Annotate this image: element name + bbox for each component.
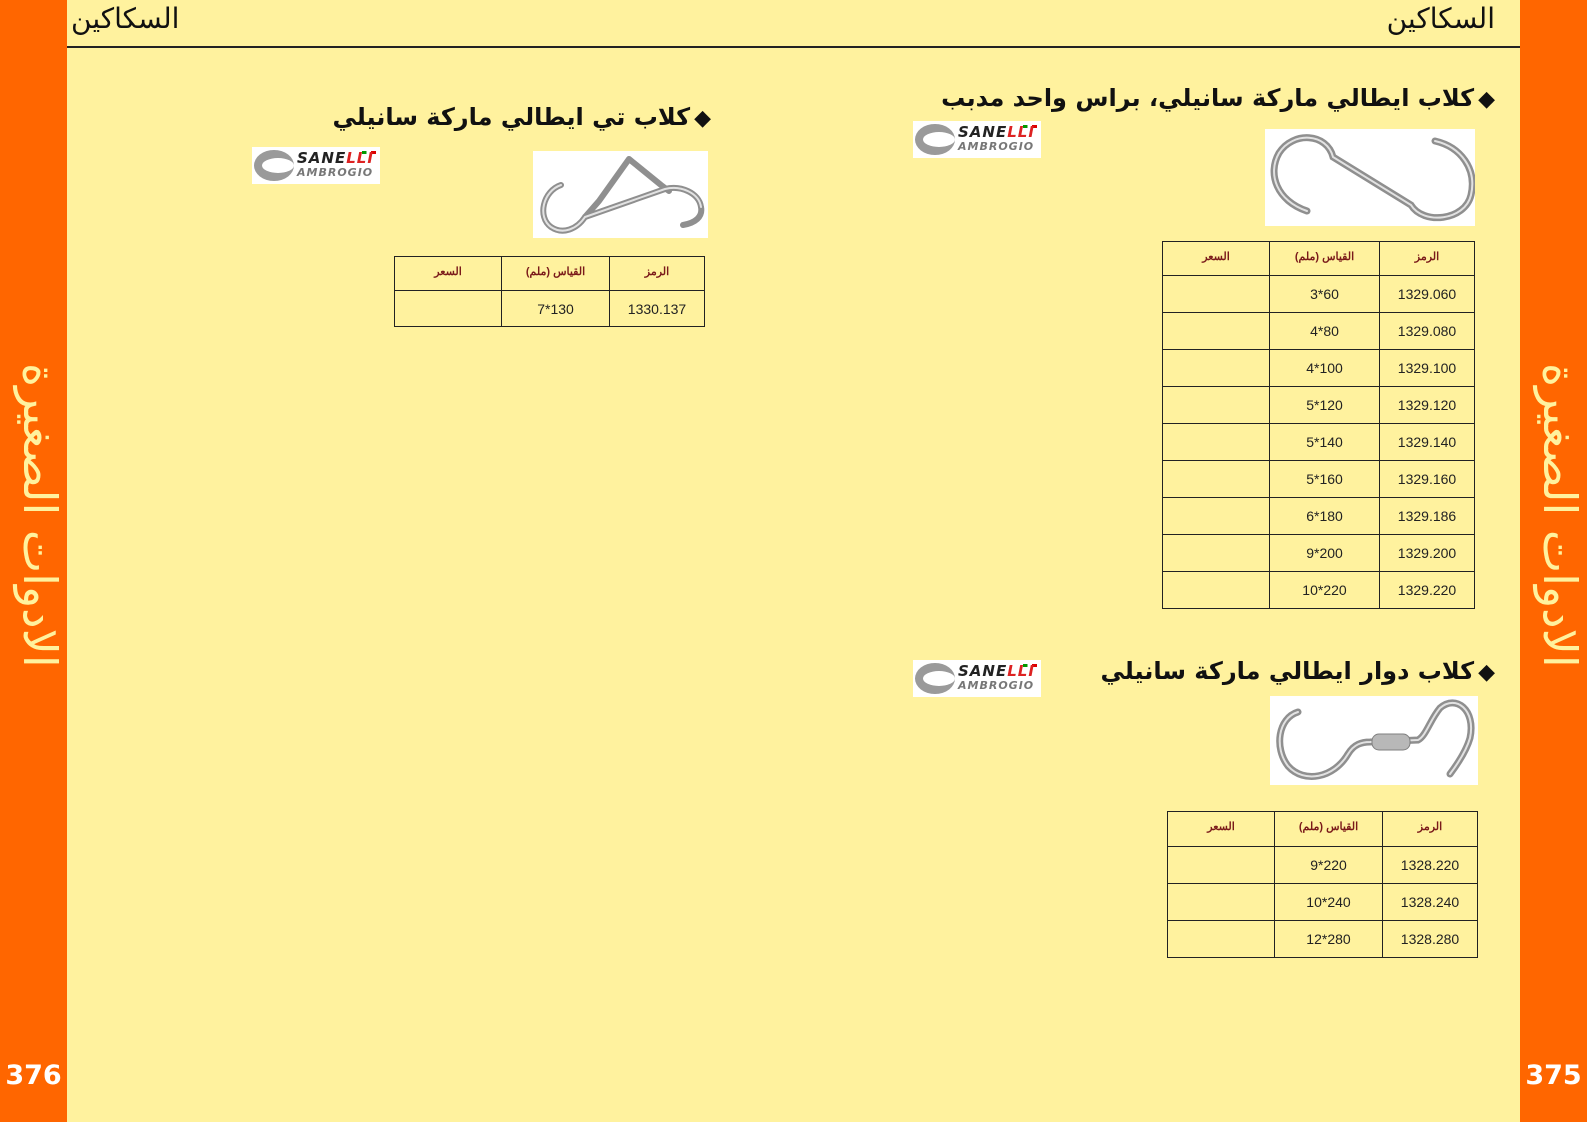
- cell-size: 240*10: [1275, 884, 1383, 921]
- cell-code: 1328.240: [1383, 884, 1478, 921]
- cell-price: [395, 291, 502, 327]
- spec-table-t-hook: [394, 256, 705, 327]
- left-sidebar: [0, 0, 67, 1122]
- cell-code: 1329.140: [1380, 424, 1475, 461]
- cell-price: [1163, 461, 1270, 498]
- cell-size: 130*7: [502, 291, 610, 327]
- logo-brand-a: SANE: [958, 123, 1008, 141]
- cell-size: 200*9: [1270, 535, 1380, 572]
- cell-code: 1329.220: [1380, 572, 1475, 609]
- cell-price: [1163, 387, 1270, 424]
- page-number-right: 375: [1525, 1060, 1582, 1091]
- cell-size: 140*5: [1270, 424, 1380, 461]
- cell-code: 1328.280: [1383, 921, 1478, 958]
- table-row: [1168, 884, 1478, 921]
- sanelli-logo: [913, 121, 1041, 158]
- cell-size: 280*12: [1275, 921, 1383, 958]
- cell-code: 1329.120: [1380, 387, 1475, 424]
- col-header-size: القياس (ملم): [502, 257, 610, 291]
- cell-size: 220*9: [1275, 847, 1383, 884]
- col-header-code: الرمز: [1383, 812, 1478, 847]
- diamond-bullet-icon: ◆: [1478, 87, 1495, 112]
- cell-price: [1163, 313, 1270, 350]
- logo-brand-b: LLI: [1007, 123, 1035, 141]
- side-title-left: الادوات الصغيرة: [13, 362, 67, 668]
- cell-code: 1329.060: [1380, 276, 1475, 313]
- cell-code: 1328.220: [1383, 847, 1478, 884]
- cell-code: 1329.200: [1380, 535, 1475, 572]
- cell-code: 1329.080: [1380, 313, 1475, 350]
- section-heading-t-hook: [332, 103, 711, 131]
- cell-price: [1168, 884, 1275, 921]
- table-row: [395, 291, 705, 327]
- swivel-hook-icon: [1270, 696, 1478, 785]
- logo-brand-a: SANE: [297, 149, 347, 167]
- header-title-left: السكاكين: [71, 2, 180, 35]
- page-number-left: 376: [5, 1060, 62, 1091]
- diamond-bullet-icon: ◆: [694, 106, 711, 131]
- spec-table-s-hook: [1162, 241, 1475, 609]
- swivel-hook-photo: [1270, 696, 1478, 785]
- logo-brand-b: LLI: [346, 149, 374, 167]
- cell-price: [1163, 498, 1270, 535]
- table-row: [1163, 313, 1475, 350]
- col-header-code: الرمز: [1380, 242, 1475, 276]
- cell-code: 1329.160: [1380, 461, 1475, 498]
- col-header-price: السعر: [1163, 242, 1270, 276]
- table-row: [1168, 847, 1478, 884]
- spec-table-swivel-hook: [1167, 811, 1478, 958]
- section-title: كلاب تي ايطالي ماركة سانيلي: [332, 103, 691, 131]
- diamond-bullet-icon: ◆: [1478, 660, 1495, 685]
- cell-price: [1163, 276, 1270, 313]
- right-sidebar: [1520, 0, 1587, 1122]
- table-row: [1163, 424, 1475, 461]
- sanelli-swoosh-icon: [254, 150, 294, 181]
- cell-price: [1168, 847, 1275, 884]
- cell-price: [1163, 572, 1270, 609]
- col-header-price: السعر: [1168, 812, 1275, 847]
- sanelli-swoosh-icon: [915, 663, 955, 694]
- col-header-price: السعر: [395, 257, 502, 291]
- cell-size: 180*6: [1270, 498, 1380, 535]
- table-header-row: [395, 257, 705, 291]
- sanelli-logo: [913, 660, 1041, 697]
- t-hook-photo: [533, 151, 708, 238]
- section-title: كلاب ايطالي ماركة سانيلي، براس واحد مدبب: [941, 84, 1475, 112]
- table-row: [1163, 535, 1475, 572]
- logo-sub: AMBROGIO: [958, 140, 1035, 153]
- t-hook-icon: [533, 151, 708, 238]
- col-header-size: القياس (ملم): [1270, 242, 1380, 276]
- table-row: [1163, 461, 1475, 498]
- cell-size: 160*5: [1270, 461, 1380, 498]
- table-row: [1163, 572, 1475, 609]
- cell-price: [1163, 350, 1270, 387]
- side-title-right: الادوات الصغيرة: [1533, 362, 1587, 668]
- logo-brand-b: LLI: [1007, 662, 1035, 680]
- cell-size: 100*4: [1270, 350, 1380, 387]
- cell-size: 220*10: [1270, 572, 1380, 609]
- cell-code: 1329.186: [1380, 498, 1475, 535]
- section-heading-swivel-hook: [1100, 657, 1495, 685]
- table-row: [1163, 387, 1475, 424]
- section-title: كلاب دوار ايطالي ماركة سانيلي: [1100, 657, 1475, 685]
- sanelli-swoosh-icon: [915, 124, 955, 155]
- table-row: [1168, 921, 1478, 958]
- cell-code: 1329.100: [1380, 350, 1475, 387]
- logo-sub: AMBROGIO: [297, 166, 374, 179]
- cell-size: 120*5: [1270, 387, 1380, 424]
- s-hook-icon: [1265, 129, 1475, 226]
- col-header-code: الرمز: [610, 257, 705, 291]
- logo-brand-a: SANE: [958, 662, 1008, 680]
- section-heading-s-hook: [941, 84, 1495, 112]
- table-header-row: [1163, 242, 1475, 276]
- cell-size: 80*4: [1270, 313, 1380, 350]
- table-row: [1163, 350, 1475, 387]
- cell-price: [1163, 424, 1270, 461]
- logo-sub: AMBROGIO: [958, 679, 1035, 692]
- table-row: [1163, 498, 1475, 535]
- col-header-size: القياس (ملم): [1275, 812, 1383, 847]
- header-rule: [67, 46, 1520, 48]
- header-title-right: السكاكين: [1386, 2, 1495, 35]
- cell-size: 60*3: [1270, 276, 1380, 313]
- sanelli-logo: [252, 147, 380, 184]
- table-row: [1163, 276, 1475, 313]
- cell-price: [1163, 535, 1270, 572]
- cell-code: 1330.137: [610, 291, 705, 327]
- s-hook-photo: [1265, 129, 1475, 226]
- cell-price: [1168, 921, 1275, 958]
- table-header-row: [1168, 812, 1478, 847]
